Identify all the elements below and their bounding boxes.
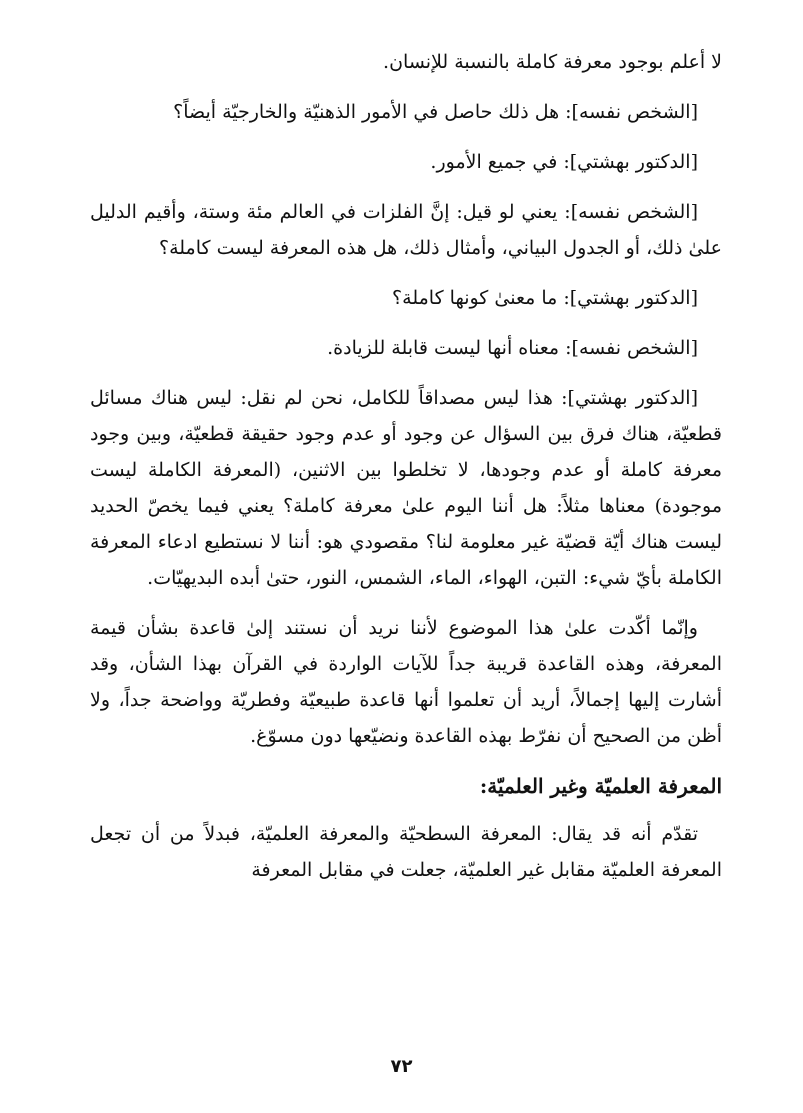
paragraph-6: [الشخص نفسه]: معناه أنها ليست قابلة للزيادة.	[327, 337, 698, 359]
paragraph-5: [الدكتور بهشتي]: ما معنىٰ كونها كاملة؟	[392, 287, 698, 309]
paragraph-1: لا أعلم بوجود معرفة كاملة بالنسبة للإنسان.	[383, 51, 722, 73]
paragraph-7: [الدكتور بهشتي]: هذا ليس مصداقاً للكامل، نحن لم نقل: ليس هناك مسائل قطعيّة، هناك فرق بين السؤال عن وجود أو عدم وجود حقيقة قطعيّة، وبين وجود معرفة كاملة أو عدم وجودها، لا تخلطوا بين الاثنين، (المعرفة الكاملة ليست موجودة) معناها مثلاً: هل أننا اليوم علىٰ معرفة كاملة؟ يعني فيما يخصّ الحديد ليست هناك أيّة قضيّة غير معلومة لنا؟ مقصودي هو: أننا لا نستطيع ادعاء المعرفة الكاملة بأيّ شيء: التبن، الهواء، الماء، الشمس، النور، حتىٰ أبده البديهيّات.	[90, 387, 722, 589]
page-number: ٧٢	[390, 1056, 413, 1077]
page-content	[90, 44, 722, 902]
paragraph-4: [الشخص نفسه]: يعني لو قيل: إنَّ الفلزات في العالم مئة وستة، وأقيم الدليل علىٰ ذلك، أو الجدول البياني، وأمثال ذلك، هل هذه المعرفة ليست كاملة؟	[90, 201, 722, 259]
section-heading: المعرفة العلميّة وغير العلميّة:	[479, 774, 722, 798]
closing-paragraph: تقدّم أنه قد يقال: المعرفة السطحيّة والمعرفة العلميّة، فبدلاً من أن تجعل المعرفة العلميّة مقابل غير العلميّة، جعلت في مقابل المعرفة	[90, 823, 722, 881]
paragraph-8: وإنّما أكّدت علىٰ هذا الموضوع لأننا نريد أن نستند إلىٰ قاعدة بشأن قيمة المعرفة، وهذه القاعدة قريبة جداً للآيات الواردة في القرآن بهذا الشأن، وقد أشارت إليها إجمالاً، أريد أن تعلموا أنها قاعدة طبيعيّة وفطريّة وواضحة جداً، ولا أظن من الصحيح أن نفرّط بهذه القاعدة ونضيّعها دون مسوّغ.	[90, 617, 722, 747]
paragraph-2: [الشخص نفسه]: هل ذلك حاصل في الأمور الذهنيّة والخارجيّة أيضاً؟	[173, 101, 698, 123]
paragraph-3: [الدكتور بهشتي]: في جميع الأمور.	[430, 151, 698, 173]
